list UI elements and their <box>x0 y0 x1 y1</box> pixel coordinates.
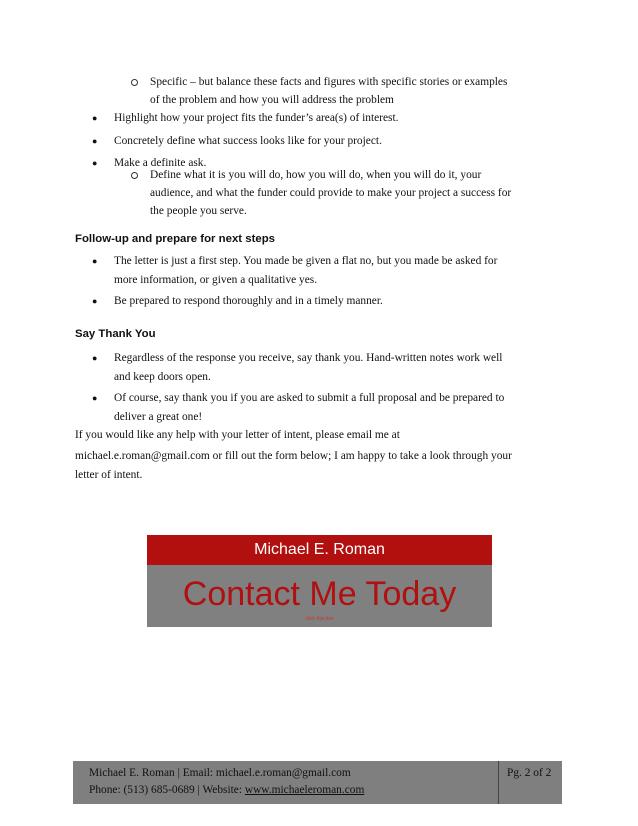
contact-me-button[interactable]: Contact Me Today <box>182 575 457 613</box>
followup-bullet1-line1: The letter is just a first step. You made be given a flat no, but you made be asked for <box>114 255 498 267</box>
thanks-bullet2-line2: deliver a great one! <box>114 411 203 423</box>
sub-bullet-define-line3: the people you serve. <box>150 205 247 217</box>
bullet-make-ask: Make a definite ask. <box>114 157 207 169</box>
thanks-bullet1-line1: Regardless of the response you receive, say thank you. Hand-written notes work well <box>114 352 503 364</box>
thanks-heading: Say Thank You <box>75 328 156 340</box>
footer-divider <box>498 761 499 804</box>
bullet-highlight: Highlight how your project fits the funder’s area(s) of interest. <box>114 112 399 124</box>
closing-line2: michael.e.roman@gmail.com or fill out the form below; I am happy to take a look through your <box>75 450 512 462</box>
banner-click-hint: click this box <box>305 616 334 622</box>
followup-bullet1-line2: more information, or given a qualitative yes. <box>114 274 318 286</box>
footer-phone-text: Phone: (513) 685-0689 | Website: <box>89 784 245 796</box>
sub-bullet-icon <box>131 79 138 86</box>
bullet-icon: ● <box>92 353 98 363</box>
sub-bullet-define-line2: audience, and what the funder could provide to make your project a success for <box>150 187 512 199</box>
website-link[interactable]: www.michaeleroman.com <box>244 784 365 796</box>
followup-bullet2: Be prepared to respond thoroughly and in a timely manner. <box>114 295 383 307</box>
bullet-icon: ● <box>92 136 98 146</box>
page-number: Pg. 2 of 2 <box>507 767 552 779</box>
contact-banner[interactable] <box>147 535 492 627</box>
thanks-bullet2-line1: Of course, say thank you if you are asked to submit a full proposal and be prepared to <box>114 392 505 404</box>
banner-header <box>147 535 492 565</box>
bullet-icon: ● <box>92 393 98 403</box>
banner-name: Michael E. Roman <box>254 541 385 558</box>
sub-bullet-specific-line2: of the problem and how you will address the problem <box>150 94 394 106</box>
followup-heading: Follow-up and prepare for next steps <box>75 233 275 245</box>
footer-phone-line <box>89 782 364 799</box>
bullet-icon: ● <box>92 113 98 123</box>
bullet-icon: ● <box>92 256 98 266</box>
bullet-define-success: Concretely define what success looks like for your project. <box>114 135 382 147</box>
sub-bullet-icon <box>131 172 138 179</box>
footer-contact-line: Michael E. Roman | Email: michael.e.roman@gmail.com <box>89 767 351 779</box>
sub-bullet-define-line1: Define what it is you will do, how you will do, when you will do it, your <box>150 169 482 181</box>
bullet-icon: ● <box>92 296 98 306</box>
thanks-bullet1-line2: and keep doors open. <box>114 371 211 383</box>
closing-line1: If you would like any help with your letter of intent, please email me at <box>75 429 400 441</box>
bullet-icon: ● <box>92 158 98 168</box>
closing-line3: letter of intent. <box>75 469 143 481</box>
sub-bullet-specific-line1: Specific – but balance these facts and figures with specific stories or examples <box>150 76 508 88</box>
page-footer <box>73 761 562 804</box>
